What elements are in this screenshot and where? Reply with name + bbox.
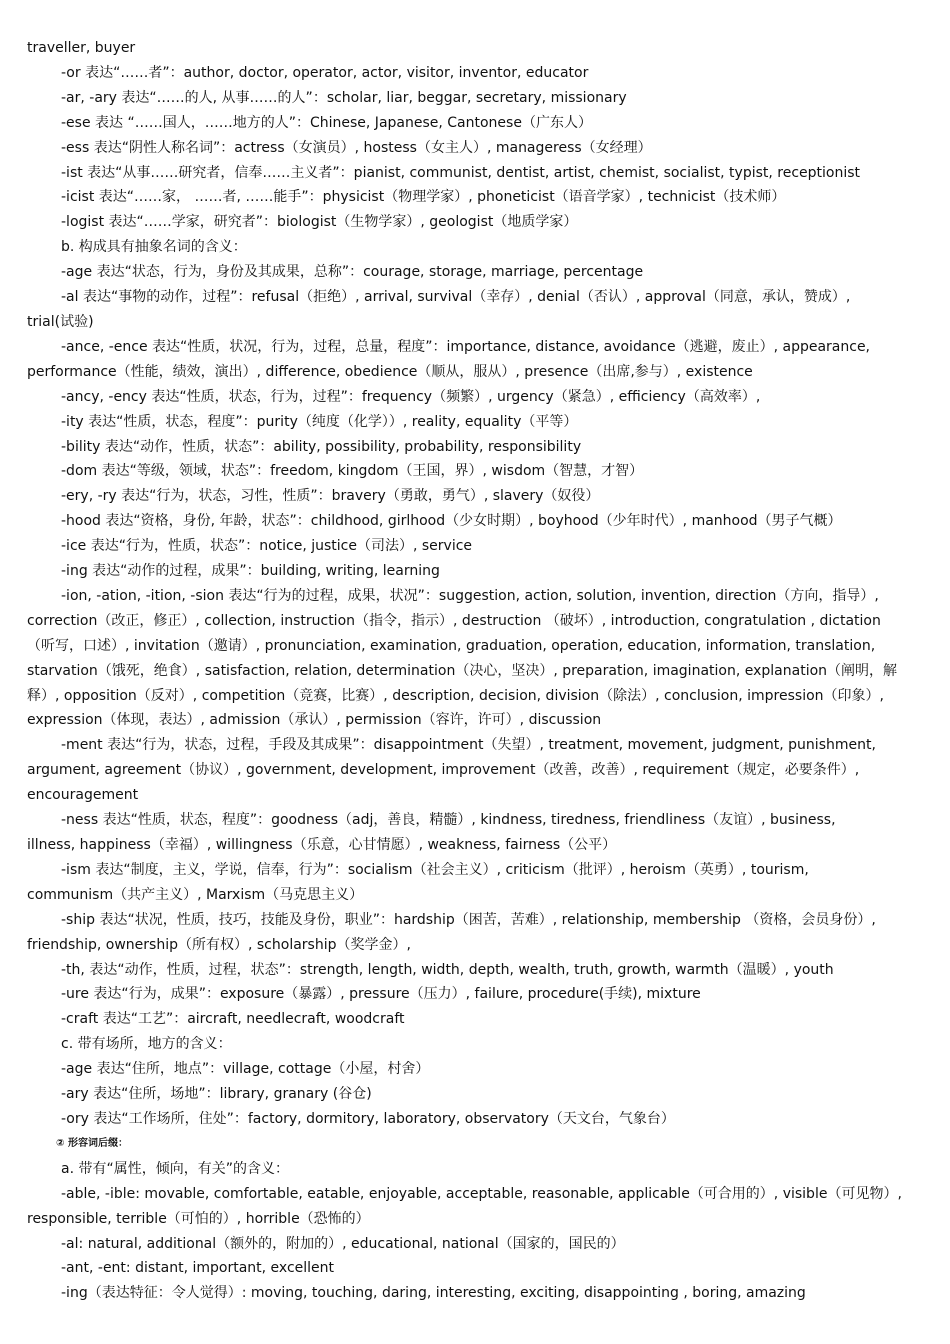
- text-line: -ancy, -ency 表达“性质，状态，行为，过程”：frequency（频繁）, urgency（紧急）, efficiency（高效率）,: [61, 388, 761, 405]
- text-line: -ship 表达“状况，性质，技巧，技能及身份，职业”：hardship（困苦，苦难）, relationship, membership （资格，会员身份）,: [61, 911, 876, 928]
- text-line: responsible, terrible（可怕的）, horrible（恐怖的）: [27, 1210, 370, 1227]
- text-line: -ant, -ent: distant, important, excellent: [61, 1260, 335, 1277]
- text-line: -age 表达“住所，地点”：village, cottage（小屋，村舍）: [61, 1061, 430, 1078]
- text-line: c. 带有场所，地方的含义：: [61, 1036, 232, 1053]
- text-line: -al 表达“事物的动作，过程”：refusal（拒绝）, arrival, survival（幸存）, denial（否认）, approval（同意，承认，赞成）,: [61, 289, 851, 306]
- text-line: -ment 表达“行为，状态，过程，手段及其成果”：disappointment（失望）, treatment, movement, judgment, punishment,: [61, 737, 876, 754]
- text-line: -ing（表达特征：令人觉得）: moving, touching, daring, interesting, exciting, disappointing , boring, amazing: [61, 1285, 806, 1302]
- text-line: -or 表达“……者”：author, doctor, operator, actor, visitor, inventor, educator: [61, 64, 589, 81]
- text-line: -ory 表达“工作场所，住处”：factory, dormitory, laboratory, observatory（天文台，气象台）: [61, 1110, 675, 1127]
- text-line: -logist 表达“……学家，研究者”：biologist（生物学家）, geologist（地质学家）: [61, 214, 578, 231]
- text-line: b. 构成具有抽象名词的含义：: [61, 239, 247, 256]
- text-line: -ist 表达“从事……研究者，信奉……主义者”：pianist, communist, dentist, artist, chemist, socialist, typist, receptionist: [61, 164, 861, 181]
- text-line: -able, -ible: movable, comfortable, eatable, enjoyable, acceptable, reasonable, applicable（可合用的）, visible（可见物）,: [61, 1185, 902, 1202]
- text-line: -age 表达“状态，行为，身份及其成果，总称”：courage, storage, marriage, percentage: [61, 264, 644, 281]
- text-line: -ion, -ation, -ition, -sion 表达“行为的过程，成果，状况”：suggestion, action, solution, invention, direction（方向，指导）,: [61, 587, 879, 604]
- text-line: （听写，口述）, invitation（邀请）, pronunciation, examination, graduation, operation, education, information, translation,: [27, 637, 876, 654]
- text-line: expression（体现，表达）, admission（承认）, permission（容许，许可）, discussion: [27, 712, 602, 729]
- text-line: -ary 表达“住所，场地”：library, granary (谷仓): [61, 1086, 372, 1103]
- text-line: -dom 表达“等级，领域，状态”：freedom, kingdom（王国，界）, wisdom（智慧，才智）: [61, 463, 644, 480]
- text-line: -al: natural, additional（额外的，附加的）, educational, national（国家的，国民的）: [61, 1235, 625, 1252]
- text-line: -ar, -ary 表达“……的人, 从事……的人”：scholar, liar, beggar, secretary, missionary: [61, 89, 627, 106]
- text-line: friendship, ownership（所有权）, scholarship（奖学金）,: [27, 936, 411, 953]
- section-heading: ② 形容词后缀：: [56, 1137, 128, 1149]
- text-line: correction（改正，修正）, collection, instruction（指令，指示）, destruction （破坏）, introduction, congratulation , dictation: [27, 612, 881, 629]
- text-line: communism（共产主义）, Marxism（马克思主义）: [27, 886, 364, 903]
- text-line: starvation（饿死，绝食）, satisfaction, relation, determination（决心，坚决）, preparation, imagination, explanation（阐明，解: [27, 662, 898, 679]
- text-line: -ice 表达“行为，性质，状态”：notice, justice（司法）, service: [61, 538, 473, 555]
- text-line: -hood 表达“资格，身份, 年龄，状态”：childhood, girlhood（少女时期）, boyhood（少年时代）, manhood（男子气概）: [61, 513, 842, 530]
- text-line: -ance, -ence 表达“性质，状况，行为，过程，总量，程度”：importance, distance, avoidance（逃避，废止）, appearance,: [61, 338, 871, 355]
- text-line: 释）, opposition（反对）, competition（竞赛，比赛）, description, decision, division（除法）, conclusion, impression（印象）,: [27, 687, 884, 704]
- text-line: encouragement: [27, 787, 139, 804]
- text-line: -ness 表达“性质，状态，程度”：goodness（adj，善良，精髓）, kindness, tiredness, friendliness（友谊）, business,: [61, 812, 836, 829]
- text-line: traveller, buyer: [27, 40, 136, 56]
- text-line: -ese 表达 “……国人，……地方的人”：Chinese, Japanese, Cantonese（广东人）: [61, 114, 592, 131]
- text-line: -ing 表达“动作的过程，成果”：building, writing, learning: [61, 563, 440, 580]
- text-line: -th, 表达“动作，性质，过程，状态”：strength, length, width, depth, wealth, truth, growth, warmth（温暖）, youth: [61, 961, 834, 978]
- text-line: -ess 表达“阴性人称名词”：actress（女演员）, hostess（女主人）, manageress（女经理）: [61, 139, 652, 156]
- text-line: -ure 表达“行为，成果”：exposure（暴露）, pressure（压力）, failure, procedure(手续), mixture: [61, 986, 701, 1003]
- text-line: trial(试验): [27, 313, 94, 330]
- text-line: -bility 表达“动作，性质，状态”：ability, possibility, probability, responsibility: [61, 438, 582, 455]
- text-line: performance（性能，绩效，演出）, difference, obedience（顺从，服从）, presence（出席,参与）, existence: [27, 363, 753, 380]
- text-line: argument, agreement（协议）, government, development, improvement（改善，改善）, requirement（规定，必要条件）,: [27, 762, 860, 779]
- text-line: illness, happiness（幸福）, willingness（乐意，心甘情愿）, weakness, fairness（公平）: [27, 837, 617, 853]
- text-line: a. 带有“属性，倾向，有关”的含义：: [61, 1160, 289, 1177]
- text-line: -icist 表达“……家， ……者, ……能手”：physicist（物理学家）, phoneticist（语音学家）, technicist（技术师）: [61, 189, 786, 206]
- text-line: -ism 表达“制度，主义，学说，信奉，行为”：socialism（社会主义）, criticism（批评）, heroism（英勇）, tourism,: [61, 861, 809, 878]
- text-line: -ery, -ry 表达“行为，状态，习性，性质”：bravery（勇敢，勇气）, slavery（奴役）: [61, 488, 600, 505]
- text-line: -ity 表达“性质，状态，程度”：purity（纯度（化学））, reality, equality（平等）: [61, 413, 578, 430]
- text-line: -craft 表达“工艺”：aircraft, needlecraft, woodcraft: [61, 1011, 405, 1028]
